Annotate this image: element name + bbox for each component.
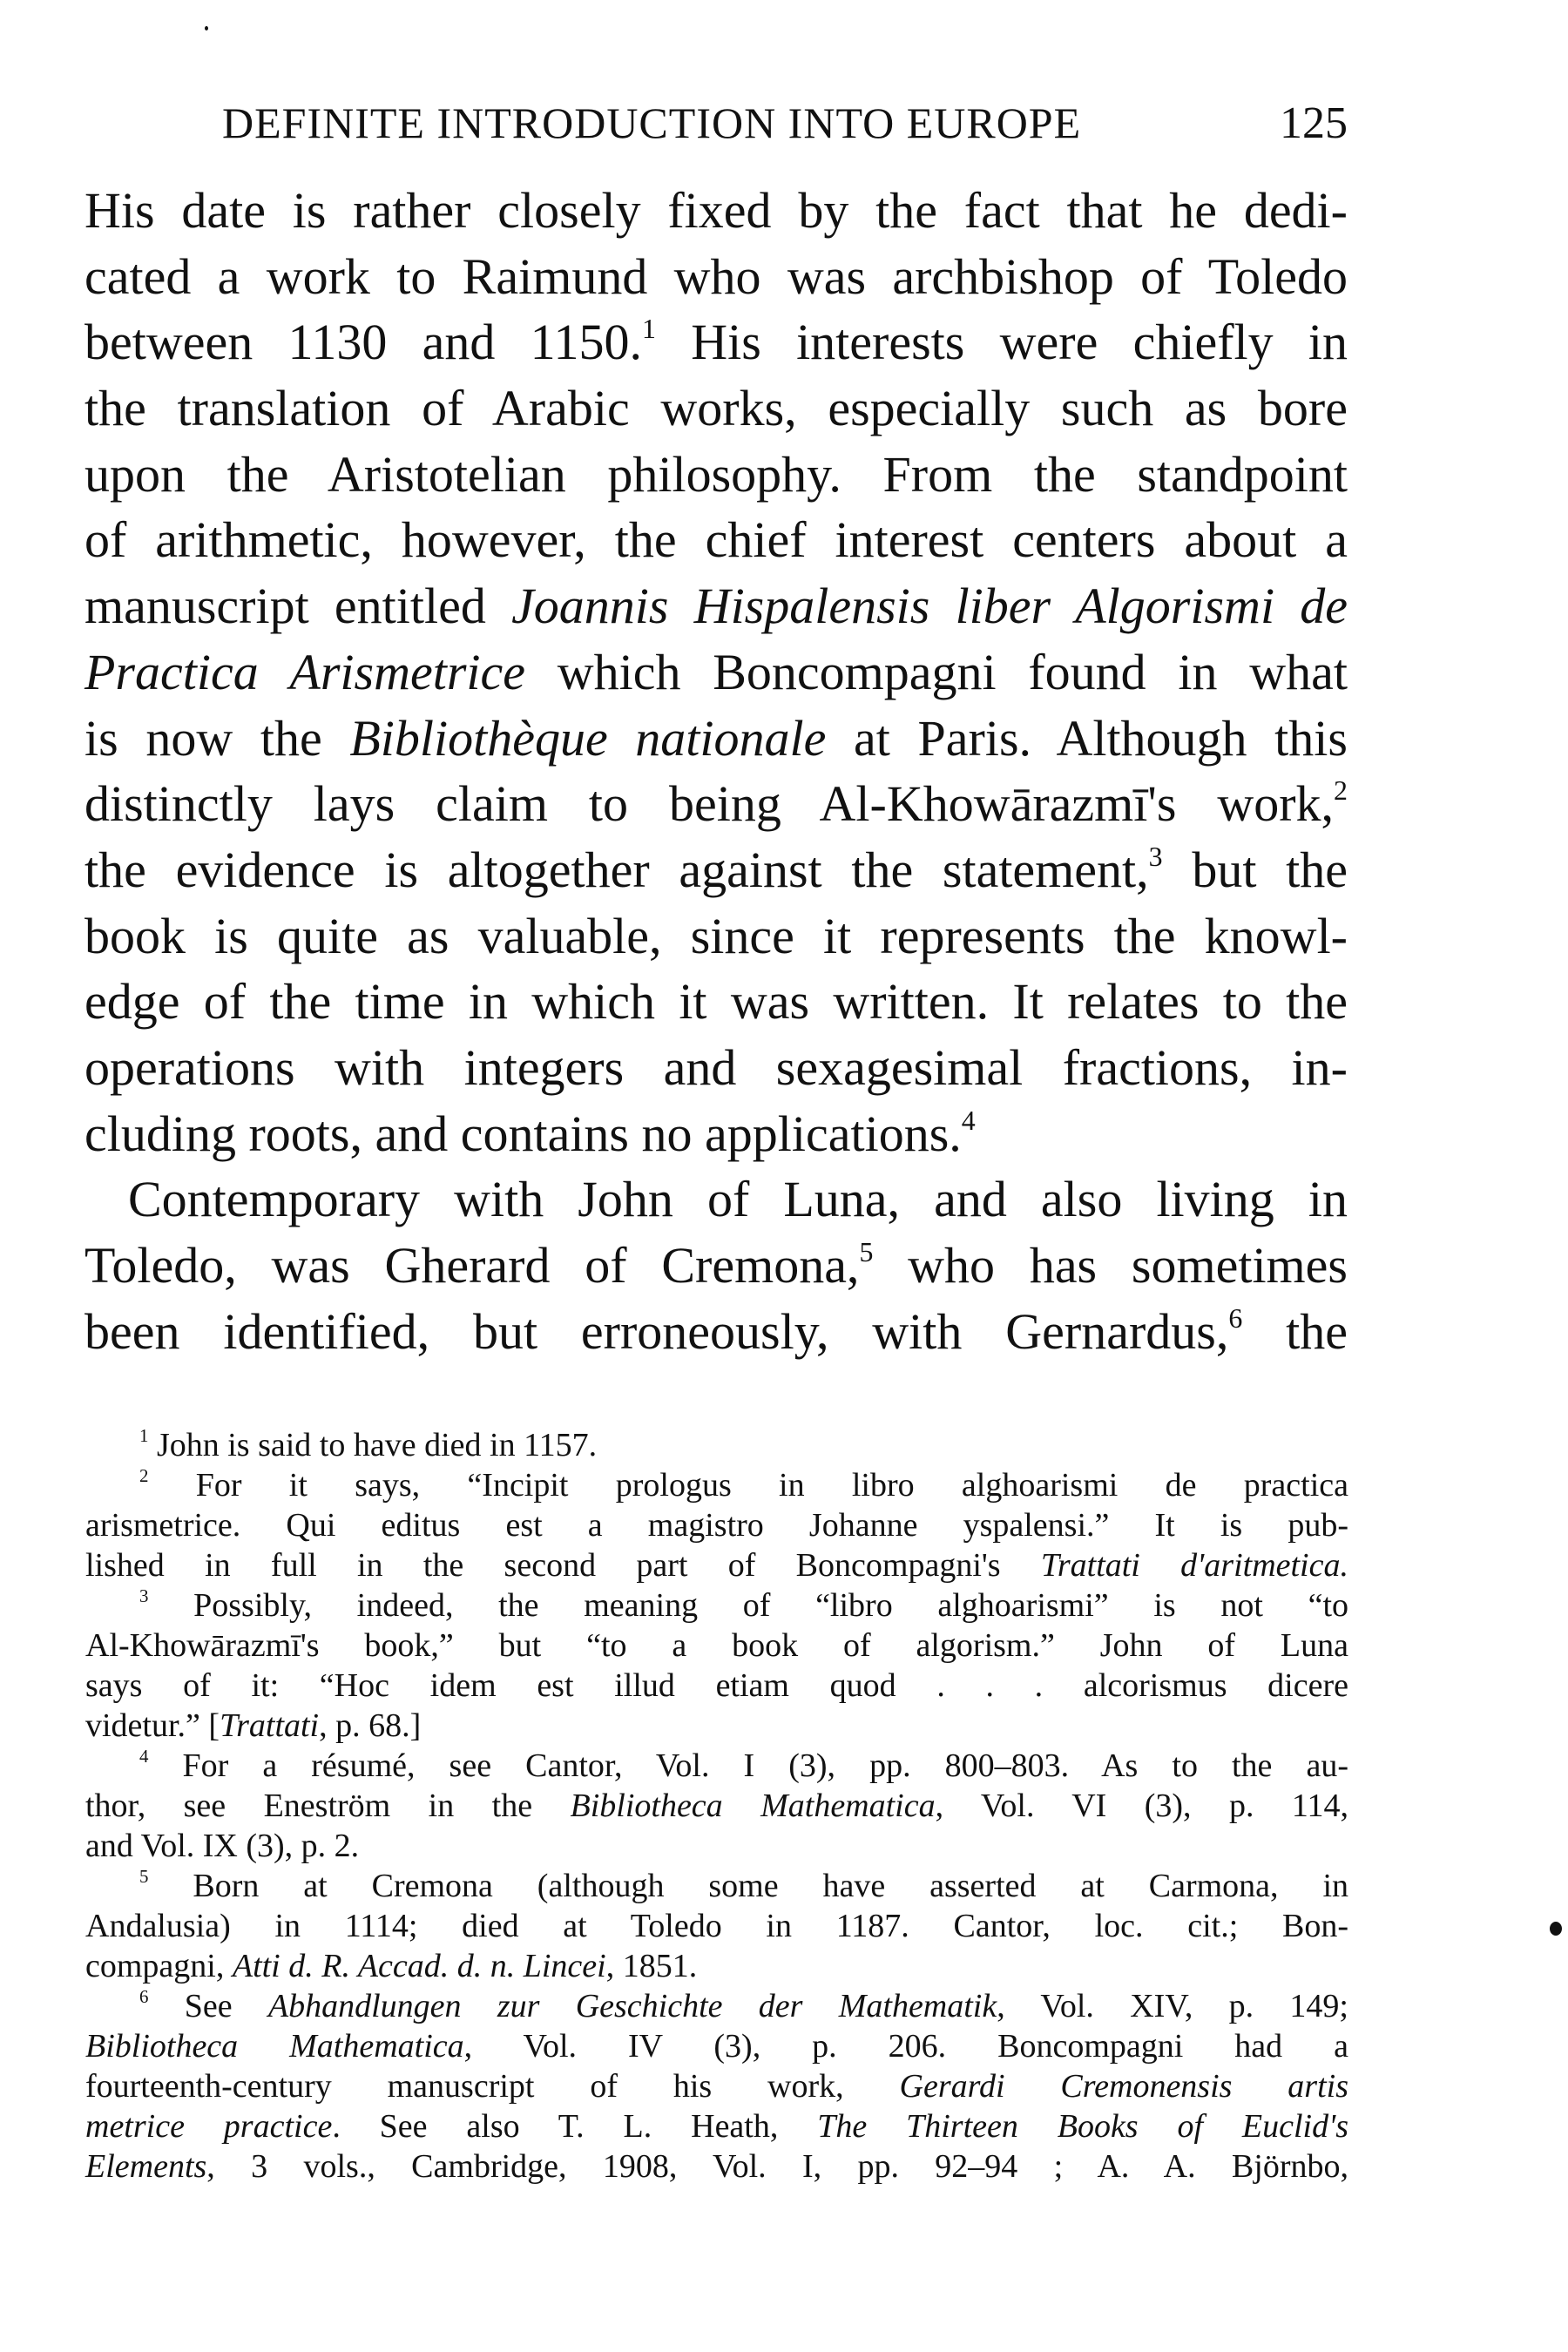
footnote-line (85, 2146, 1348, 2186)
text-run: manuscript entitled (84, 578, 512, 635)
body-line (84, 1166, 1348, 1233)
text-run: , 3 vols., Cambridge, 1908, Vol. I, pp. 92–94 ; A. A. Björnbo, (206, 2148, 1348, 2185)
text-run: but the (1162, 841, 1348, 898)
text-run: See (148, 1988, 268, 2024)
text-run: , p. 68.] (319, 1707, 422, 1744)
text-run: which Boncompagni found in what (525, 643, 1348, 700)
footnote-line (85, 1906, 1348, 1946)
footnote-line (85, 1866, 1348, 1906)
italic-text: Bibliotheca Mathematica (570, 1788, 936, 1824)
text-run: between 1130 and 1150. (84, 314, 642, 371)
speck-mark (205, 26, 208, 30)
footnote-ref: 6 (139, 1986, 149, 2008)
italic-text: Bibliotheca Mathematica (85, 2028, 464, 2065)
text-run: John is said to have died in 1157. (148, 1427, 598, 1463)
text-run: Andalusia) in 1114; died at Toledo in 1187. Cantor, loc. cit.; Bon- (85, 1908, 1348, 1944)
text-run: . See also T. L. Heath, (332, 2108, 818, 2145)
running-header (222, 98, 1348, 150)
body-line (84, 442, 1348, 508)
footnote-line (85, 1706, 1348, 1746)
text-run: cated a work to Raimund who was archbishop of Toledo (84, 247, 1348, 305)
body-line (84, 573, 1348, 639)
footnote-line (85, 1545, 1348, 1585)
text-run: Contemporary with John of Luna, and also living in (128, 1171, 1348, 1228)
text-run: For a résumé, see Cantor, Vol. I (3), pp. 800–803. As to the au- (148, 1747, 1348, 1784)
text-run: is now the (84, 709, 350, 767)
footnote-line (85, 1986, 1348, 2026)
text-run: at Paris. Although this (826, 709, 1348, 767)
footnotes (85, 1425, 1348, 2186)
italic-text: Bibliothèque nationale (349, 709, 827, 767)
text-run: cluding roots, and contains no applications. (84, 1105, 962, 1162)
text-run: lished in full in the second part of Boncompagni's (85, 1547, 1041, 1584)
footnote-ref: 3 (139, 1585, 149, 1607)
text-run: For it says, “Incipit prologus in libro alghoarismi de practica (148, 1467, 1348, 1504)
text-run: Al-Khowārazmī's book,” but “to a book of algorism.” John of Luna (85, 1627, 1348, 1664)
footnote-line (85, 1625, 1348, 1666)
italic-text: Atti d. R. Accad. d. n. Lincei (232, 1948, 606, 1984)
footnote-line (85, 2026, 1348, 2066)
footnote-line (85, 1666, 1348, 1706)
body-line (84, 1035, 1348, 1101)
footnote-line (85, 1585, 1348, 1625)
footnote-ref: 4 (961, 1105, 976, 1136)
page-number: 125 (1280, 98, 1348, 148)
footnote-line (85, 2066, 1348, 2106)
running-title: DEFINITE INTRODUCTION INTO EUROPE (222, 98, 1082, 147)
italic-text: Trattati (220, 1707, 320, 1744)
body-line (84, 903, 1348, 970)
footnote-ref: 1 (139, 1425, 149, 1447)
text-run: , Vol. IV (3), p. 206. Boncompagni had a (463, 2028, 1348, 2065)
text-run: , 1851. (605, 1948, 698, 1984)
body-line (84, 375, 1348, 442)
italic-text: Practica Arismetrice (84, 643, 525, 700)
text-run: book is quite as valuable, since it represents the knowl- (84, 907, 1348, 964)
footnote-ref: 5 (139, 1866, 149, 1888)
text-run: thor, see Eneström in the (85, 1788, 571, 1824)
text-run: videtur.” [ (85, 1707, 220, 1744)
body-line (84, 771, 1348, 837)
text-run: of arithmetic, however, the chief interest centers about a (84, 511, 1348, 569)
text-run: arismetrice. Qui editus est a magistro Johanne yspalensi.” It is pub- (85, 1507, 1348, 1544)
body-line (84, 969, 1348, 1035)
footnote-line (85, 1425, 1348, 1465)
text-run: and Vol. IX (3), p. 2. (85, 1828, 360, 1864)
text-run: operations with integers and sexagesimal fractions, in- (84, 1038, 1348, 1096)
text-run: who has sometimes (873, 1237, 1348, 1294)
footnote-ref: 3 (1148, 841, 1163, 872)
footnote-ref: 5 (859, 1237, 874, 1268)
text-run: the (1242, 1302, 1348, 1360)
footnote-ref: 6 (1228, 1302, 1243, 1334)
footnote-line (85, 2106, 1348, 2146)
body-line (84, 706, 1348, 772)
footnote-line (85, 1746, 1348, 1786)
text-run: , Vol. XIV, p. 149; (997, 1988, 1348, 2024)
footnote-ref: 2 (139, 1465, 149, 1487)
footnote-ref: 2 (1334, 775, 1348, 807)
body-line (84, 639, 1348, 706)
text-run: the evidence is altogether against the statement, (84, 841, 1149, 898)
text-run: Possibly, indeed, the meaning of “libro alghoarismi” is not “to (148, 1587, 1348, 1624)
italic-text: The Thirteen Books of Euclid's (817, 2108, 1348, 2145)
text-run: Born at Cremona (although some have asserted at Carmona, in (148, 1868, 1348, 1904)
footnote-line (85, 1946, 1348, 1986)
text-run: says of it: “Hoc idem est illud etiam quod . . . alcorismus dicere (85, 1667, 1348, 1704)
italic-text: Joannis Hispalensis liber Algorismi de (511, 578, 1348, 635)
footnote-ref: 1 (642, 314, 656, 345)
body-line (84, 837, 1348, 903)
body-line (84, 1233, 1348, 1299)
italic-text: Gerardi Cremonensis artis (899, 2068, 1348, 2105)
footnote-line (85, 1826, 1348, 1866)
text-run: , Vol. VI (3), p. 114, (935, 1788, 1348, 1824)
body-line (84, 309, 1348, 375)
body-line (84, 507, 1348, 573)
text-run: been identified, but erroneously, with Gernardus, (84, 1302, 1229, 1360)
text-run: edge of the time in which it was written. It relates to the (84, 973, 1348, 1031)
body-line (84, 1101, 1348, 1167)
text-run: His interests were chiefly in (655, 314, 1348, 371)
footnote-line (85, 1465, 1348, 1505)
text-run: fourteenth-century manuscript of his work, (85, 2068, 900, 2105)
footnote-line (85, 1786, 1348, 1826)
speck-mark (1550, 1922, 1562, 1936)
text-run: compagni, (85, 1948, 233, 1984)
italic-text: Abhandlungen zur Geschichte der Mathematik (267, 1988, 997, 2024)
footnote-line (85, 1505, 1348, 1545)
text-run: distinctly lays claim to being Al-Khowārazmī's work, (84, 775, 1335, 833)
text-run: upon the Aristotelian philosophy. From the standpoint (84, 445, 1348, 503)
italic-text: Trattati d'aritmetica. (1040, 1547, 1348, 1584)
text-run: His date is rather closely fixed by the fact that he dedi- (84, 182, 1348, 239)
body-text (84, 178, 1348, 1364)
body-line (84, 244, 1348, 310)
italic-text: Elements (85, 2148, 207, 2185)
body-line (84, 1299, 1348, 1365)
body-line (84, 178, 1348, 244)
text-run: the translation of Arabic works, especially such as bore (84, 380, 1348, 437)
footnote-ref: 4 (139, 1746, 149, 1767)
text-run: Toledo, was Gherard of Cremona, (84, 1237, 860, 1294)
italic-text: metrice practice (85, 2108, 333, 2145)
